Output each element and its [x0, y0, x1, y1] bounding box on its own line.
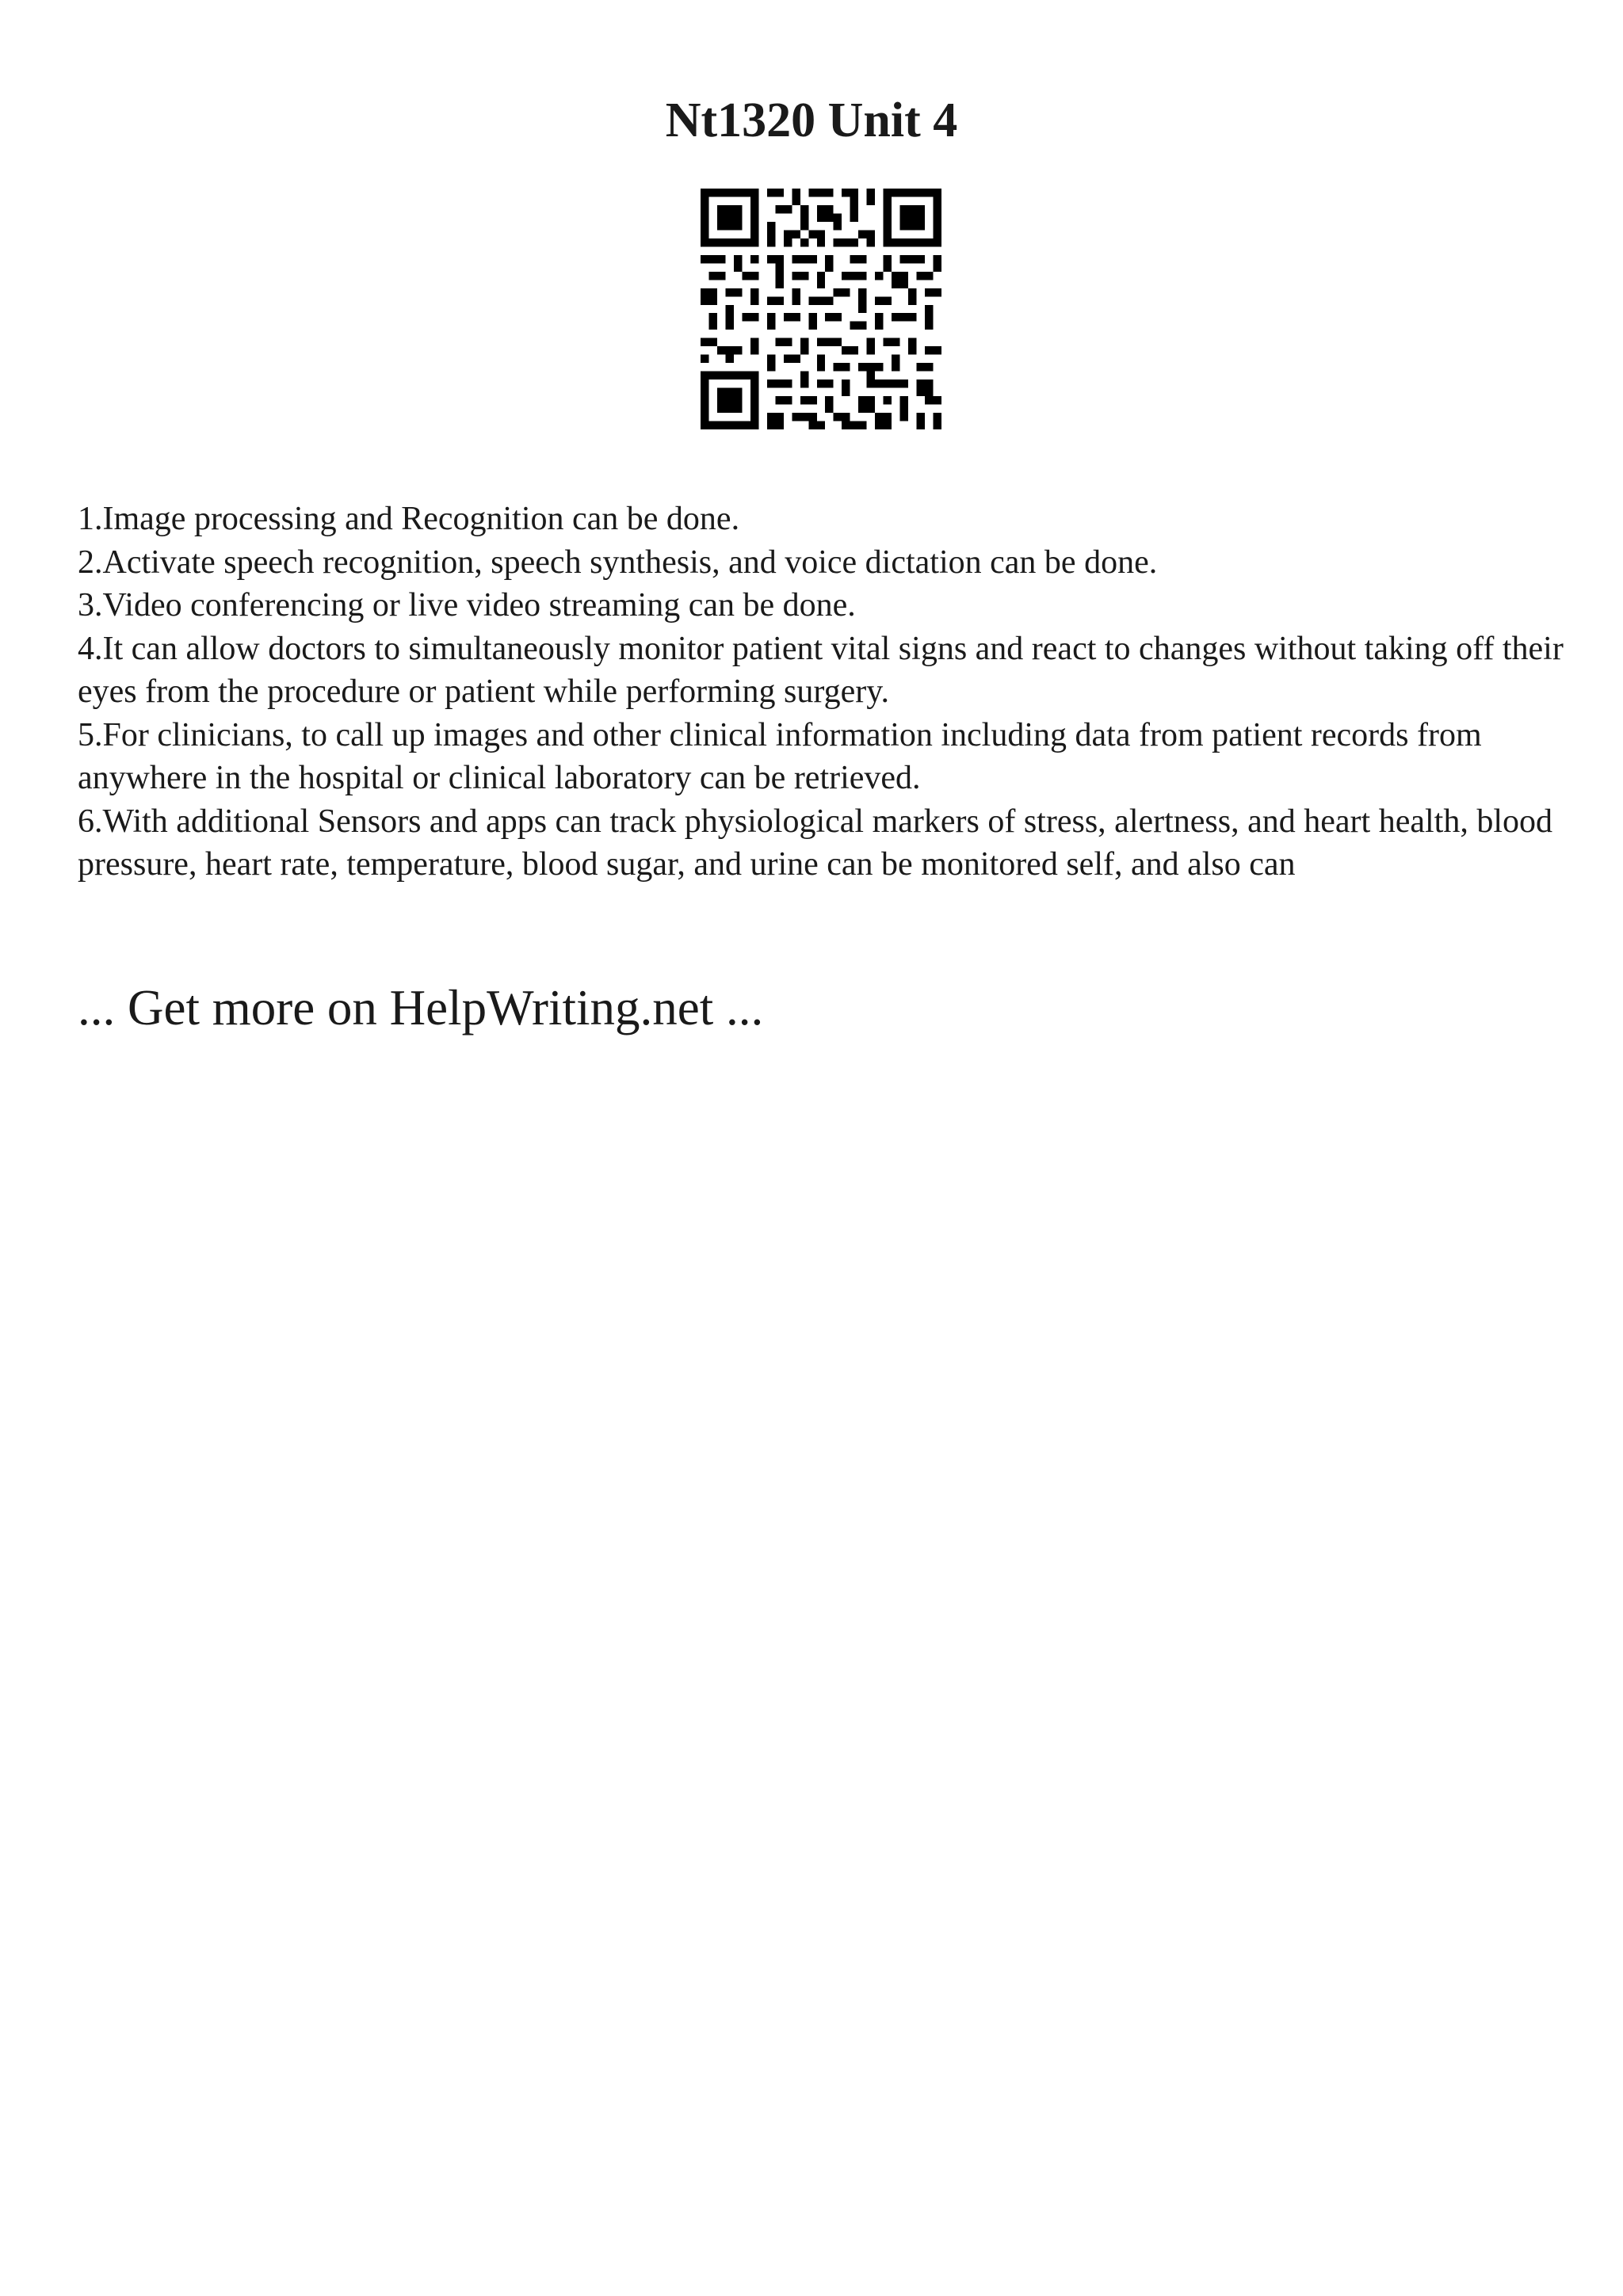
document-body	[78, 498, 1568, 887]
page-title: Nt1320 Unit 4	[665, 93, 958, 147]
paragraph-2: 2.Activate speech recognition, speech synthesis, and voice dictation can be done.	[78, 543, 1158, 581]
paragraph-1: 1.Image processing and Recognition can be done.	[78, 501, 740, 537]
paragraph-5: 5.For clinicians, to call up images and other clinical information including data from patient records from anywhere in the hospital or clinical laboratory can be retrieved.	[78, 716, 1482, 796]
paragraph-3: 3.Video conferencing or live video streaming can be done.	[78, 587, 856, 624]
qr-code-icon[interactable]	[701, 189, 941, 429]
paragraph-4: 4.It can allow doctors to simultaneously monitor patient vital signs and react to changes without taking off their eyes from the procedure or patient while performing surgery.	[78, 630, 1564, 710]
paragraph-6: 6.With additional Sensors and apps can track physiological markers of stress, alertness, and heart health, blood pressure, heart rate, temperature, blood sugar, and urine can be monitored self, and also can	[78, 803, 1552, 883]
get-more-link[interactable]: ... Get more on HelpWriting.net ...	[78, 980, 764, 1035]
